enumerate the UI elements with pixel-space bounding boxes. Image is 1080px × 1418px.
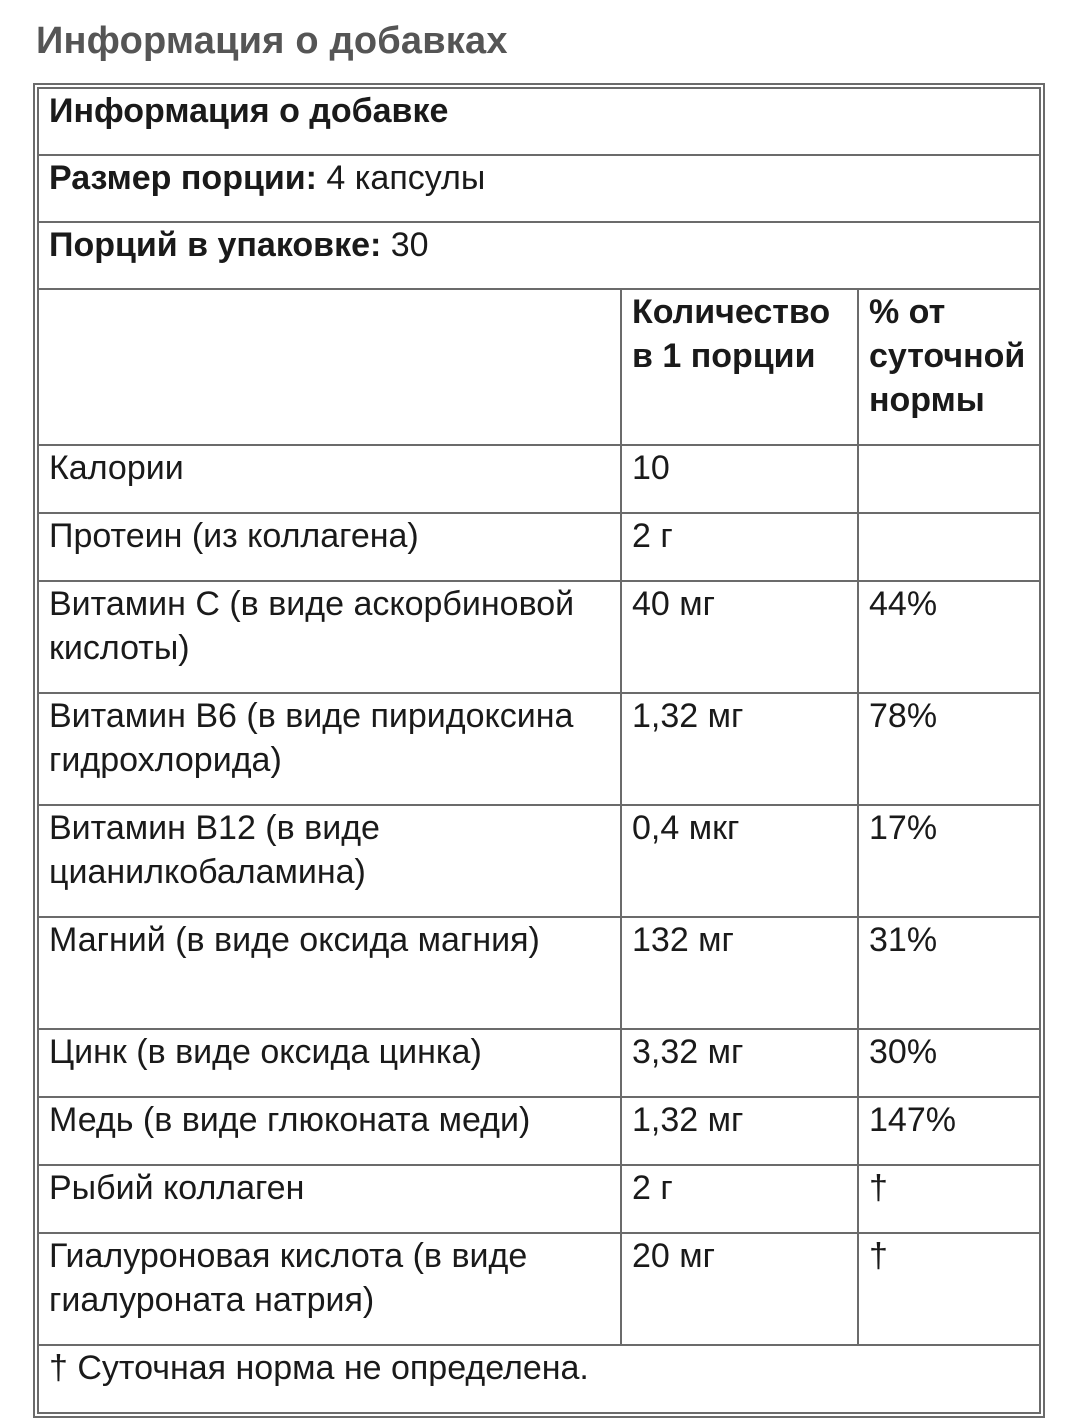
serving-size-label: Размер порции: xyxy=(49,159,317,197)
nutrient-daily-value: 78% xyxy=(858,693,1040,805)
nutrient-daily-value xyxy=(858,445,1040,513)
nutrient-amount: 20 мг xyxy=(621,1233,858,1345)
table-row xyxy=(38,1097,1040,1165)
nutrient-amount: 1,32 мг xyxy=(621,1097,858,1165)
servings-per-container-row xyxy=(38,222,1040,289)
nutrient-amount: 0,4 мкг xyxy=(621,805,858,917)
nutrient-name: Гиалуроновая кислота (в виде гиалуроната натрия) xyxy=(38,1233,621,1345)
column-header-row xyxy=(38,289,1040,445)
nutrient-name: Рыбий коллаген xyxy=(38,1165,621,1233)
nutrient-daily-value: † xyxy=(858,1165,1040,1233)
nutrient-daily-value: 31% xyxy=(858,917,1040,1029)
servings-per-container-value: 30 xyxy=(381,226,429,264)
footnote-row xyxy=(38,1345,1040,1413)
servings-per-container-label: Порций в упаковке: xyxy=(49,226,382,264)
table-row xyxy=(38,1029,1040,1097)
nutrient-daily-value: † xyxy=(858,1233,1040,1345)
serving-size-value: 4 капсулы xyxy=(316,159,486,197)
servings-per-container-cell xyxy=(38,222,1040,289)
footnote: † Суточная норма не определена. xyxy=(38,1345,1040,1413)
nutrient-daily-value: 147% xyxy=(858,1097,1040,1165)
nutrient-name: Цинк (в виде оксида цинка) xyxy=(38,1029,621,1097)
table-row xyxy=(38,805,1040,917)
supplement-facts-table xyxy=(37,87,1041,1414)
nutrient-daily-value: 30% xyxy=(858,1029,1040,1097)
nutrient-amount: 3,32 мг xyxy=(621,1029,858,1097)
page-heading: Информация о добавках xyxy=(36,20,508,62)
table-row xyxy=(38,445,1040,513)
table-row xyxy=(38,581,1040,693)
nutrient-amount: 10 xyxy=(621,445,858,513)
column-header-amount: Количество в 1 порции xyxy=(621,289,858,445)
nutrient-name: Магний (в виде оксида магния) xyxy=(38,917,621,1029)
nutrient-name: Витамин C (в виде аскорбиновой кислоты) xyxy=(38,581,621,693)
nutrient-name: Витамин B6 (в виде пиридоксина гидрохлорида) xyxy=(38,693,621,805)
table-row xyxy=(38,693,1040,805)
nutrient-amount: 2 г xyxy=(621,513,858,581)
column-header-daily-value: % от суточной нормы xyxy=(858,289,1040,445)
nutrient-amount: 2 г xyxy=(621,1165,858,1233)
nutrient-name: Протеин (из коллагена) xyxy=(38,513,621,581)
nutrient-daily-value: 17% xyxy=(858,805,1040,917)
facts-title: Информация о добавке xyxy=(38,88,1040,155)
nutrient-daily-value xyxy=(858,513,1040,581)
nutrient-amount: 1,32 мг xyxy=(621,693,858,805)
serving-size-cell xyxy=(38,155,1040,222)
supplement-facts-panel xyxy=(33,83,1045,1418)
nutrient-amount: 132 мг xyxy=(621,917,858,1029)
serving-size-row xyxy=(38,155,1040,222)
table-row xyxy=(38,917,1040,1029)
facts-title-row xyxy=(38,88,1040,155)
nutrient-name: Медь (в виде глюконата меди) xyxy=(38,1097,621,1165)
nutrient-daily-value: 44% xyxy=(858,581,1040,693)
table-row xyxy=(38,1233,1040,1345)
column-header-empty xyxy=(38,289,621,445)
nutrient-amount: 40 мг xyxy=(621,581,858,693)
table-row xyxy=(38,1165,1040,1233)
nutrient-name: Витамин B12 (в виде цианилкобаламина) xyxy=(38,805,621,917)
table-row xyxy=(38,513,1040,581)
nutrient-name: Калории xyxy=(38,445,621,513)
